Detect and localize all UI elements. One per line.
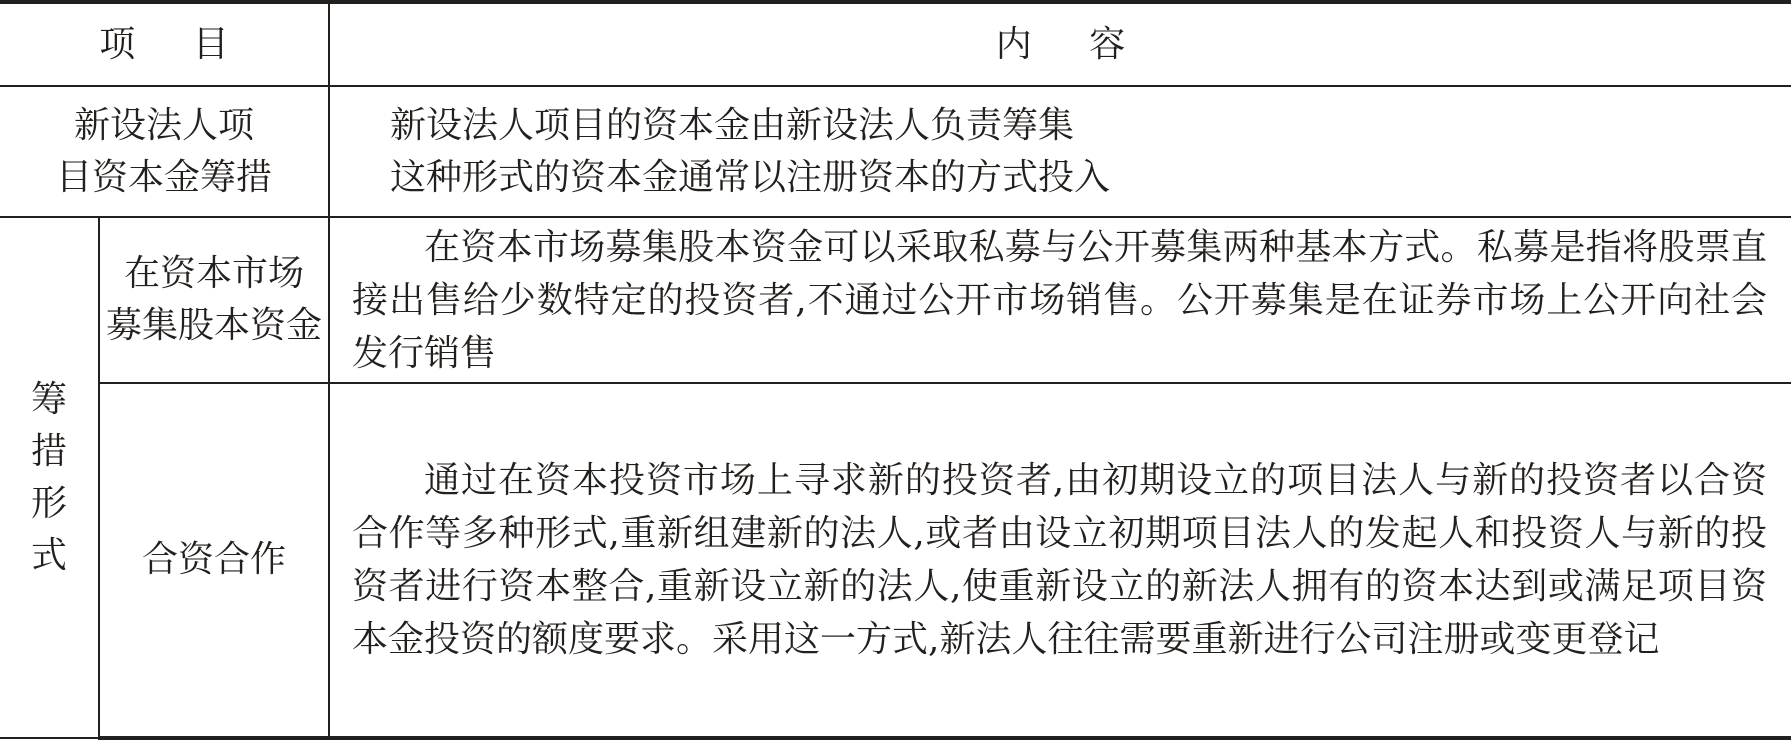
header-row xyxy=(0,2,1791,86)
row-content-joint-venture: 通过在资本投资市场上寻求新的投资者,由初期设立的项目法人与新的投资者以合资合作等多种形式,重新组建新的法人,或者由设立初期项目法人的发起人和投资人与新的投资者进行资本整合,重新设立新的法人,使重新设立的新法人拥有的资本达到或满足项目资本金投资的额度要求。采用这一方式,新法人往往需要重新进行公司注册或变更登记 xyxy=(329,383,1791,738)
row-label-joint-venture: 合资合作 xyxy=(99,383,329,738)
header-item: 项目 xyxy=(0,2,329,86)
row-label-new-entity: 新设法人项 目资本金筹措 xyxy=(0,86,329,217)
table-row xyxy=(0,217,1791,383)
row-content-capital-market: 在资本市场募集股本资金可以采取私募与公开募集两种基本方式。私募是指将股票直接出售给少数特定的投资者,不通过公开市场销售。公开募集是在证券市场上公开向社会发行销售 xyxy=(329,217,1791,383)
table-row xyxy=(0,383,1791,738)
row-label-capital-market: 在资本市场 募集股本资金 xyxy=(99,217,329,383)
row-content-new-entity: 新设法人项目的资本金由新设法人负责筹集 这种形式的资本金通常以注册资本的方式投入 xyxy=(329,86,1791,217)
header-content: 内容 xyxy=(329,2,1791,86)
table-row xyxy=(0,86,1791,217)
group-label-raising-form: 筹 措 形 式 xyxy=(0,217,99,738)
